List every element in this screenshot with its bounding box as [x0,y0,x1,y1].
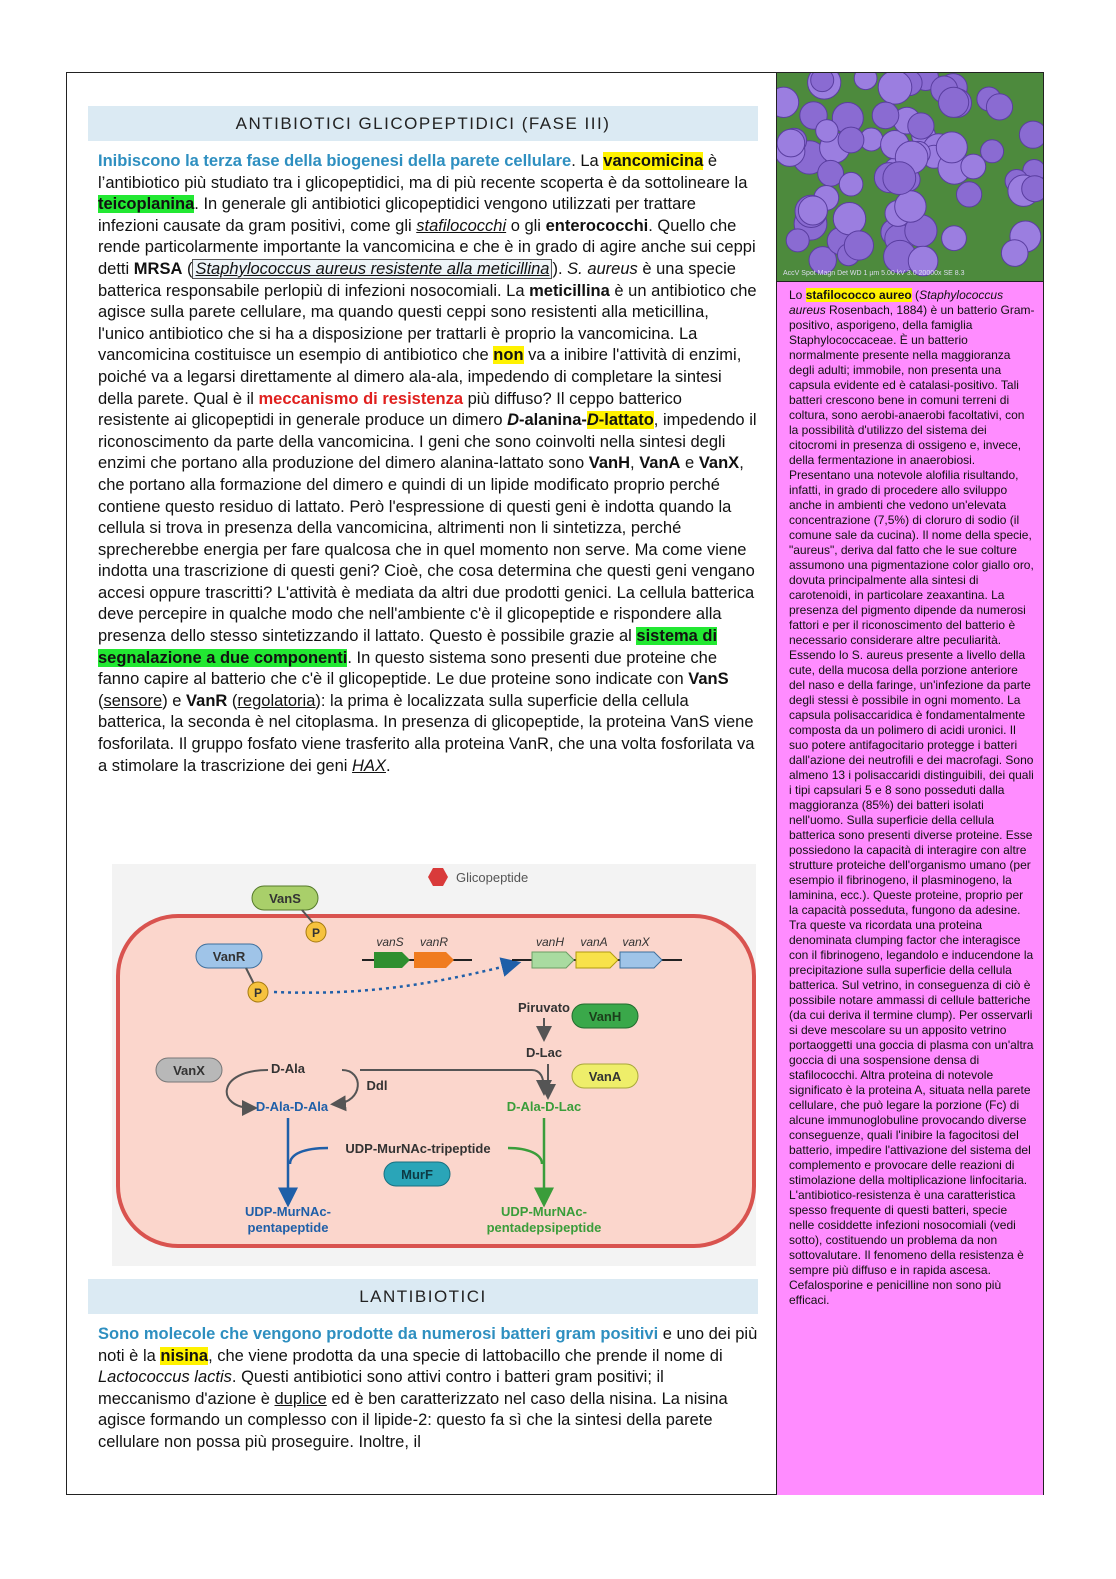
section-title-glicopeptidici: ANTIBIOTICI GLICOPEPTIDICI (FASE III) [88,106,758,141]
text-run: . [385,756,391,775]
coccus-cell [839,172,863,196]
text-run: ( [98,691,104,710]
out-right-2: pentadepsipeptide [486,1220,602,1235]
term-regolatoria: regolatoria [237,691,316,710]
term-vans: VanS [688,670,729,689]
coccus-cell [1019,121,1044,148]
letter-d2: D [586,411,599,430]
coccus-cell [816,120,838,142]
phospho-label-2: P [253,986,263,1000]
paragraph-lantibiotici [98,1324,758,1454]
term-mrsa: MRSA [133,259,183,278]
out-left-1: UDP-MurNAc- [245,1204,331,1219]
murf-label: MurF [401,1167,433,1182]
gene-label-vanh: vanH [535,935,565,949]
coccus-cell [961,154,986,179]
text-run: ) e [162,691,187,710]
out-right-1: UDP-MurNAc- [501,1204,587,1219]
section-lantibiotici [90,1279,762,1454]
gene-label-vana: vanA [580,935,608,949]
term-enterococchi: enterococchi [545,216,649,235]
coccus-cell [957,182,982,207]
coccus-cell [986,94,1012,120]
sem-photo-staphylococcus [776,72,1044,282]
highlight-sistema-segnalazione: sistema di segnalazione a due componenti [98,627,718,667]
lead-sentence-2: Sono molecole che vengono prodotte da numerosi batteri gram positivi [98,1325,659,1343]
text-run: e [680,454,699,473]
dala-dlac-label: D-Ala-D-Lac [506,1099,582,1114]
udp-tripeptide-label: UDP-MurNAc-tripeptide [345,1141,491,1156]
ddl-label: Ddl [366,1078,388,1093]
coccus-cell [883,162,916,195]
text-run: . La [571,152,604,170]
gene-label-vans: vanS [376,935,404,949]
coccus-cell [786,229,809,252]
highlight-teicoplanina: teicoplanina [98,195,195,214]
highlight-non: non [493,346,524,365]
phospho-label-1: P [311,926,321,940]
gene-label-vanr: vanR [419,935,449,949]
dala-label: D-Ala [271,1061,305,1076]
text-run: Rosenbach, 1884) è un batterio Gram-positivo, asporigeno, della famiglia Staphylococcaceae. È un batterio normalmente presente nella maggioranza degli adulti; immobile, non presenta una capsula evidente ed è catalasi-positivo. Tali batteri crescono bene in comuni terreni di coltura, sono aerobi-anaerobi facoltativi, con la possibilità d'utilizzo del sistema dei citocromi in presenza di ossigeno e, invece, della fermentazione in anaerobiosi. Presentano una notevole alofilia risultando, infatti, in grado di procedere allo sviluppo anche in ambienti che vedono un'elevata concentrazione (7,5%) di cloruro di sodio (il comune sale da cucina). Il nome della specie, "aureus", deriva dal fatto che le sue colture assumono una pigmentazione color giallo oro, dovuta principalmente alla sintesi di carotenoidi, in particolare zeaxantina. La presenza del pigmento dipende da numerosi fattori e per il riconoscimento del batterio è necessario considerare altre peculiarità. Essendo lo S. aureus presente a livello della cute, della mucosa della porzione anteriore del naso e della faringe, un'infezione da parte degli stessi è possibile in ogni momento. La capsula polisaccaridica è fondamentalmente composta da un polimero di acidi uronici. Il suo potere antifagocitario protegge i batteri dall'azione dei neutrofili e dei macrofagi. Sono almeno 13 i polisaccaridi distinguibili, dei quali i tipi capsulari 5 e 8 sono posseduti dalla maggioranza (85%) dei batteri isolati nell'uomo. Sulla superficie della cellula batterica sono presenti diverse proteine. Esse possiedono la capacità di interagire con altre strutture proteiche dell'organismo umano (per esempio il fibrinogeno, il plasminogeno, la laminina, ecc.). Queste proteine, proprio per la capacità posseduta, fungono da adesine. Tra queste va ricordata una proteina denominata clumping factor che interagisce con il fibrinogeno, legandolo e inducendone la precipitazione sulla superficie della cellula batterica. Sul vetrino, in conseguenza di ciò è possibile notare ammassi di cellule batteriche (da cui deriva il termine clump). Per osservarli si deve mescolare su un apposito vetrino portaoggetti una goccia di plasma con un'altra goccia di una sospensione densa di stafilococchi. Altra proteina di notevole significato è la proteina A, situata nella parete cellulare, che può legare la porzione (Fc) di alcune immunoglobuline provocando diverse conseguenze, quali l'inibire la fagocitosi del batterio, impedire l'attivazione del sistema del complemento e provocare delle reazioni di stimolazione della moltiplicazione linfocitaria. L'antibiotico-resistenza è una caratteristica spesso frequente di questi batteri, specie nelle cosiddette infezioni nosocomiali (vedi sotto), costituendo un problema da non sottovalutare. Il fenomeno della resistenza è sempre più diffuso e in rapida ascesa. Cefalosporine e penicilline non sono più efficaci. [789,303,1035,1307]
dala-dala-label: D-Ala-D-Ala [255,1099,329,1114]
text-run: -alanina- [519,411,587,430]
text-run: . Quello che rende particolarmente importante la vancomicina e che è in grado di agire anche sui ceppi detti [98,216,756,278]
dlac-label: D-Lac [525,1045,563,1060]
term-lactococcus: Lactococcus lactis [98,1368,232,1387]
coccus-cell [878,73,912,104]
text-run: ( [182,259,193,278]
highlight-nisina: nisina [160,1346,209,1365]
text-run: ): la prima è localizzata sulla superficie della cellula batterica, la seconda è nel citoplasma. In presenza di glicopeptide, la proteina VanS viene fosforilata. Il gruppo fosfato viene trasferito alla proteina VanR, che una volta fosforilata va a stimolare la trascrizione dei geni [98,691,755,775]
piruvato-label: Piruvato [517,1000,571,1015]
photo-caption: AccV Spot Magn Det WD 1 µm 5.00 kV 3.0 20000x SE 8.3 [783,270,965,277]
coccus-cell [942,226,967,251]
text-run: è un antibiotico che agisce sulla parete cellulare, ma quando questi ceppi sono resistenti alla meticillina, l'unico antibiotico che si ha a disposizione per trattarli è proprio la vancomicina. La vancomicina costituisce un esempio di antibiotico che [98,281,757,365]
paragraph-glicopeptidici [98,151,758,777]
term-vanr: VanR [186,691,228,710]
vancomycin-resistance-diagram [112,864,756,1266]
vanh-label: VanH [588,1009,622,1024]
vans-label: VanS [269,891,301,906]
text-run: . In generale gli antibiotici glicopeptidici vengono utilizzati per trattare infezioni causate da gram positivi, come gli [98,195,696,235]
text-run: ( [911,288,920,302]
term-sensore: sensore [103,691,163,710]
out-left-2: pentapeptide [247,1220,329,1235]
term-staphylococcus-aureus: Staphylococcus aureus [789,288,1004,317]
glicopeptide-legend: Glicopeptide [456,870,529,885]
text-run: . In questo sistema sono presenti due proteine che fanno capire al batterio che c'è il glicopeptide. Le due proteine sono indicate con [98,648,718,689]
text-run: è l’antibiotico più studiato tra i glicopeptidici, ma di più recente scoperta è da sottolineare la [98,152,748,192]
term-mrsa-expansion: Staphylococcus aureus resistente alla meticillina [192,259,552,279]
term-vanh: VanH [588,454,631,473]
coccus-cell [777,129,805,157]
sidebar [776,72,1044,1495]
highlight-d-lattato [587,411,654,429]
gene-vanr-arrow [414,952,454,968]
coccus-cell [798,196,827,225]
text-run: , che portano alla formazione del dimero e quindi di un lipide modificato proprio perché contiene questo residuo di lattato. Però l'espressione di questi geni è indotta quando la cellula si trova in presenza della vancomicina, altrimenti non li sintetizza, perché sprecherebbe energia per fare qualcosa che in quel momento non serve. Ma come viene indotta una trascrizione di questi geni? Cioè, che cosa determina che questi geni vengano accesi oppure trascritti? L'attività è mediata da altri due prodotti genici. La cellula batterica deve percepire in qualche modo che nell'ambiente c'è il glicopeptide e rispondere alla presenza dello stesso sintetizzando il lattato. Questo è possibile grazie al [98,454,755,646]
vanx-label: VanX [173,1063,205,1078]
text-run: è una specie batterica responsabile perlopiù di infezioni nosocomiali. La [98,259,736,300]
text-run: , [630,454,640,473]
coccus-cell [981,140,1004,163]
text-run: ed è ben caratterizzato nel caso della nisina. La nisina agisce formando un complesso con il lipide-2: questo fa sì che la sintesi della parete cellulare non possa più proseguire. Inoltre, il [98,1389,728,1451]
text-run: -lattato [598,411,654,430]
coccus-cell [844,231,873,260]
section-title-lantibiotici: LANTIBIOTICI [88,1279,758,1314]
text-run: va a inibire l'attività di enzimi, poiché va a legarsi direttamente al dimero ala-ala, impedendo di completare la sintesi della parete. Qual è il [98,346,742,408]
gene-vanx-arrow [620,952,662,968]
text-run: e uno dei più noti è la [98,1325,758,1365]
diagram-svg [112,864,756,1266]
letter-d1: D [507,411,520,430]
vana-label: VanA [588,1069,622,1084]
vanr-label: VanR [212,949,246,964]
bacteria-image [777,73,1044,282]
text-run: più diffuso? Il ceppo batterico resistente ai glicopeptidi in generale produce un dimero [98,389,682,430]
coccus-cell [833,203,865,235]
text-run: . Questi antibiotici sono attivi contro i batteri gram positivi; il meccanismo d'azione è [98,1368,664,1408]
coccus-cell [1001,240,1028,267]
text-run: o gli [506,216,546,235]
coccus-cell [1022,176,1044,202]
coccus-cell [936,132,967,163]
term-hax: HAX [352,756,386,775]
term-duplice: duplice [274,1389,327,1408]
gene-label-vanx: vanX [622,935,650,949]
text-run: , che viene prodotta da una specie di lattobacillo che prende il nome di [208,1346,723,1365]
highlight-vancomicina: vancomicina [603,152,704,170]
text-run: , impedendo il riconoscimento da parte della vancomicina. I geni che sono coinvolti nella sintesi degli enzimi che portano alla produzione del dimero alanina-lattato sono [98,411,757,473]
term-vanx: VanX [698,454,740,473]
coccus-cell [895,191,926,222]
term-vana: VanA [639,454,681,473]
main-column [90,106,762,777]
term-stafilococchi: stafilococchi [416,216,507,235]
term-meccanismo-resistenza: meccanismo di resistenza [258,389,464,408]
text-run: ). [552,259,568,278]
term-meticillina: meticillina [529,281,610,300]
highlight-stafilococco-aureo: stafilococco aureo [805,288,912,302]
coccus-cell [811,73,834,92]
lead-sentence: Inibiscono la terza fase della biogenesi della parete cellulare [98,152,572,170]
gene-vana-arrow [576,952,618,968]
text-run: ( [227,691,238,710]
term-s-aureus: S. aureus [567,259,638,278]
text-run: Lo [789,288,806,302]
coccus-cell [838,127,864,153]
coccus-cell [939,87,969,117]
coccus-cell [908,113,934,139]
coccus-cell [872,102,899,129]
gene-vanh-arrow [532,952,574,968]
sidebar-text-box [776,282,1044,1495]
